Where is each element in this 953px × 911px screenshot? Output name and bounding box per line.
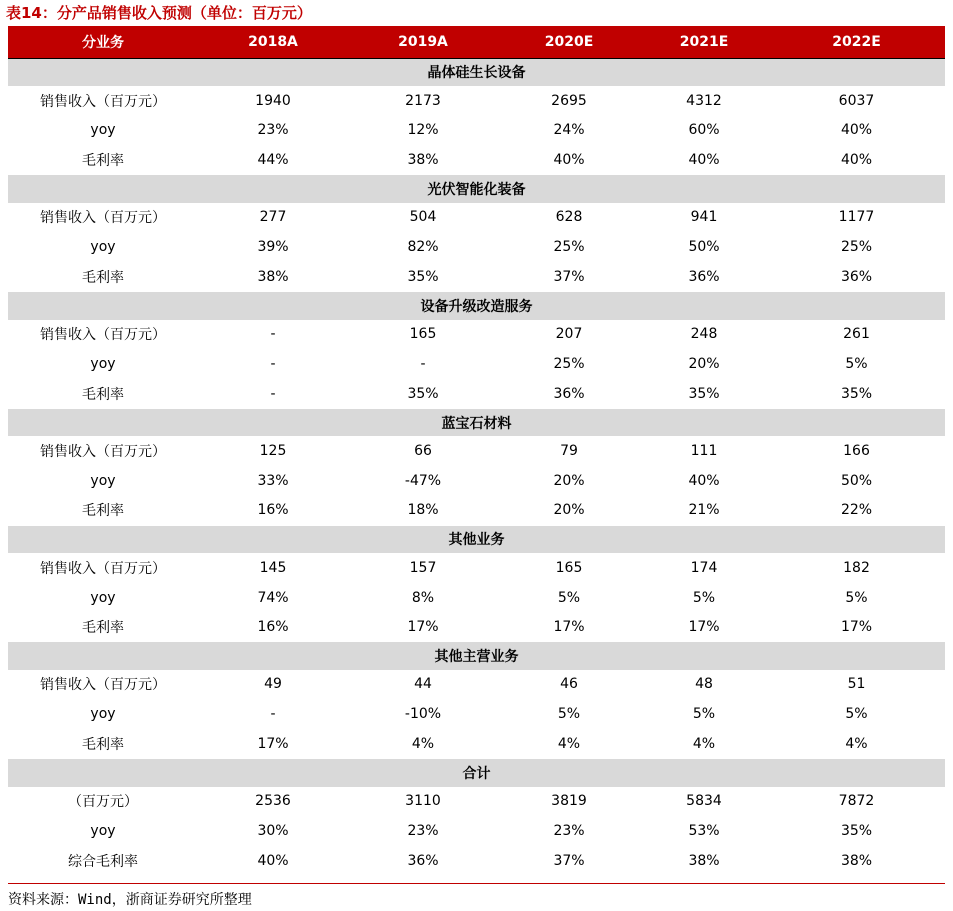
row-label: yoy [8,700,198,730]
table-title: 表14：分产品销售收入预测（单位：百万元） [6,4,312,22]
table-row [8,232,945,262]
row-label: 销售收入（百万元） [8,320,198,350]
table-cell: 17% [768,612,945,642]
table-row [8,816,945,846]
row-label: yoy [8,349,198,379]
row-label: 销售收入（百万元） [8,670,198,700]
row-label: yoy [8,232,198,262]
group-header-row [8,292,945,320]
table-cell: 40% [498,145,640,175]
table-cell: 24% [498,116,640,146]
table-row [8,583,945,613]
forecast-table [8,26,945,876]
table-cell: 35% [348,379,498,409]
table-cell: 37% [498,262,640,292]
table-cell: 4312 [640,86,768,116]
table-cell: 25% [498,232,640,262]
table-cell: 16% [198,612,348,642]
table-cell: 5% [768,700,945,730]
table-cell: 6037 [768,86,945,116]
column-header-segment: 分业务 [8,26,198,58]
table-cell: 182 [768,553,945,583]
group-name: 蓝宝石材料 [8,408,945,436]
bottom-rule [8,883,945,884]
row-label: yoy [8,116,198,146]
table-cell: 145 [198,553,348,583]
table-cell: -10% [348,700,498,730]
table-cell: 174 [640,553,768,583]
table-row [8,553,945,583]
table-row [8,700,945,730]
table-cell: 66 [348,436,498,466]
table-cell: 79 [498,436,640,466]
table-row [8,349,945,379]
table-cell: 25% [498,349,640,379]
table-cell: 22% [768,496,945,526]
table-cell: 5% [768,583,945,613]
table-cell: 4% [768,729,945,759]
table-row [8,436,945,466]
table-cell: 2536 [198,787,348,817]
table-cell: 941 [640,203,768,233]
table-cell: 36% [348,846,498,876]
table-cell: 2173 [348,86,498,116]
table-cell: -47% [348,466,498,496]
table-cell: 4% [348,729,498,759]
table-cell: 23% [498,816,640,846]
table-cell: 504 [348,203,498,233]
column-header-2021e: 2021E [640,26,768,58]
group-name: 晶体硅生长设备 [8,58,945,86]
table-row [8,496,945,526]
row-label: 毛利率 [8,496,198,526]
table-cell: 82% [348,232,498,262]
table-row [8,203,945,233]
row-label: 毛利率 [8,729,198,759]
table-cell: 8% [348,583,498,613]
table-cell: 46 [498,670,640,700]
table-cell: 18% [348,496,498,526]
table-cell: 25% [768,232,945,262]
group-header-row [8,642,945,670]
group-header-row [8,175,945,203]
table-cell: 50% [768,466,945,496]
row-label: 毛利率 [8,612,198,642]
table-cell: - [198,349,348,379]
table-cell: 40% [198,846,348,876]
table-cell: 60% [640,116,768,146]
table-cell: 5834 [640,787,768,817]
table-cell: 40% [768,116,945,146]
table-cell: 36% [768,262,945,292]
table-cell: 20% [498,496,640,526]
table-cell: 53% [640,816,768,846]
table-cell: 40% [640,145,768,175]
table-cell: 277 [198,203,348,233]
table-cell: 44 [348,670,498,700]
group-name: 设备升级改造服务 [8,292,945,320]
row-label: 毛利率 [8,262,198,292]
table-cell: 49 [198,670,348,700]
table-cell: 38% [348,145,498,175]
table-row [8,116,945,146]
table-cell: - [348,349,498,379]
table-cell: 40% [640,466,768,496]
table-cell: 36% [640,262,768,292]
table-cell: 35% [640,379,768,409]
group-name: 合计 [8,759,945,787]
source-note: 资料来源：Wind，浙商证券研究所整理 [8,892,252,908]
table-row [8,262,945,292]
table-row [8,466,945,496]
group-name: 其他主营业务 [8,642,945,670]
table-cell: 261 [768,320,945,350]
column-header-2018a: 2018A [198,26,348,58]
table-cell: 3819 [498,787,640,817]
table-cell: 4% [498,729,640,759]
table-cell: 23% [348,816,498,846]
table-cell: 17% [198,729,348,759]
table-cell: 17% [498,612,640,642]
table-cell: 1177 [768,203,945,233]
table-cell: - [198,700,348,730]
table-cell: 12% [348,116,498,146]
table-cell: 35% [348,262,498,292]
table-row [8,320,945,350]
row-label: 销售收入（百万元） [8,553,198,583]
table-cell: 166 [768,436,945,466]
table-cell: 5% [498,700,640,730]
table-row [8,846,945,876]
table-cell: 30% [198,816,348,846]
table-cell: 2695 [498,86,640,116]
row-label: yoy [8,466,198,496]
table-cell: 111 [640,436,768,466]
table-header-row [8,26,945,58]
group-header-row [8,58,945,86]
table-cell: 21% [640,496,768,526]
group-name: 其他业务 [8,525,945,553]
group-name: 光伏智能化装备 [8,175,945,203]
table-cell: 1940 [198,86,348,116]
table-cell: 38% [640,846,768,876]
group-header-row [8,408,945,436]
table-row [8,612,945,642]
table-cell: 17% [640,612,768,642]
table-cell: - [198,320,348,350]
row-label: 销售收入（百万元） [8,436,198,466]
table-cell: 248 [640,320,768,350]
table-cell: 51 [768,670,945,700]
table-cell: 20% [498,466,640,496]
row-label: （百万元） [8,787,198,817]
row-label: 毛利率 [8,145,198,175]
table-cell: 44% [198,145,348,175]
table-cell: 36% [498,379,640,409]
group-header-row [8,759,945,787]
table-cell: 628 [498,203,640,233]
table-cell: 5% [768,349,945,379]
row-label: 毛利率 [8,379,198,409]
table-cell: 207 [498,320,640,350]
table-cell: 5% [640,700,768,730]
table-cell: 38% [768,846,945,876]
table-row [8,86,945,116]
table-row [8,670,945,700]
row-label: yoy [8,816,198,846]
table-body [8,58,945,875]
table-cell: - [198,379,348,409]
table-cell: 23% [198,116,348,146]
table-cell: 37% [498,846,640,876]
column-header-2022e: 2022E [768,26,945,58]
table-cell: 165 [348,320,498,350]
table-cell: 50% [640,232,768,262]
table-row [8,787,945,817]
table-cell: 35% [768,379,945,409]
table-cell: 3110 [348,787,498,817]
row-label: 销售收入（百万元） [8,203,198,233]
table-cell: 20% [640,349,768,379]
table-cell: 5% [498,583,640,613]
table-row [8,145,945,175]
table-row [8,729,945,759]
column-header-2019a: 2019A [348,26,498,58]
table-cell: 16% [198,496,348,526]
table-cell: 4% [640,729,768,759]
row-label: 销售收入（百万元） [8,86,198,116]
group-header-row [8,525,945,553]
table-cell: 17% [348,612,498,642]
table-cell: 33% [198,466,348,496]
row-label: 综合毛利率 [8,846,198,876]
table-cell: 5% [640,583,768,613]
column-header-2020e: 2020E [498,26,640,58]
table-cell: 39% [198,232,348,262]
table-cell: 165 [498,553,640,583]
table-cell: 48 [640,670,768,700]
table-cell: 38% [198,262,348,292]
row-label: yoy [8,583,198,613]
table-cell: 35% [768,816,945,846]
table-cell: 40% [768,145,945,175]
table-cell: 125 [198,436,348,466]
table-cell: 157 [348,553,498,583]
table-row [8,379,945,409]
table-cell: 7872 [768,787,945,817]
table-cell: 74% [198,583,348,613]
